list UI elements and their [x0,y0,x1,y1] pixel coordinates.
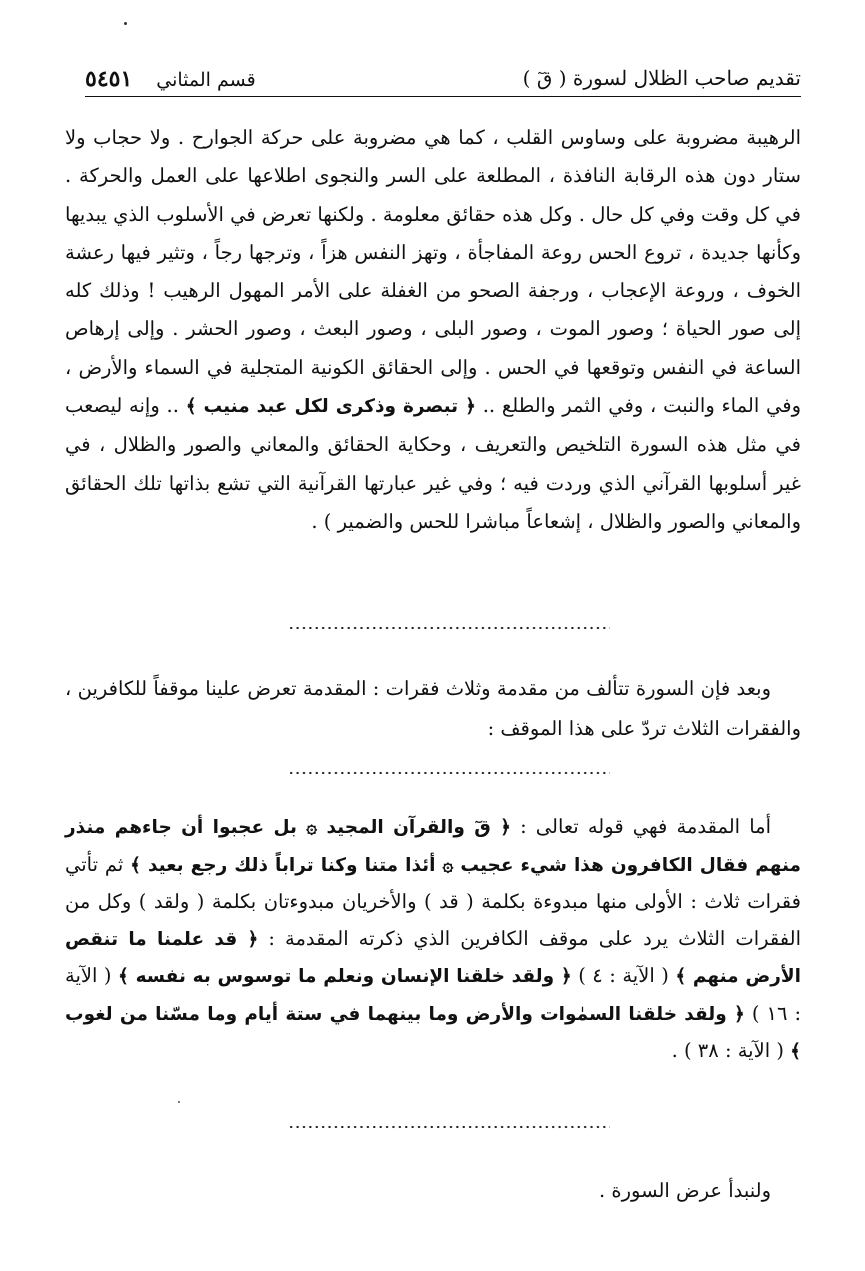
paragraph-1-text: الرهيبة مضروبة على وساوس القلب ، كما هي مضروبة على حركة الجوارح . ولا حجاب ولا ستار دون هذه الرقابة النافذة ، المطلعة على السر والنجوى اطلاعها على العمل والحركة . في كل وقت وفي كل حال . وكل هذه حقائق معلومة . ولكنها تعرض في الأسلوب الذي يبديها وكأنها جديدة ، تروع الحس روعة المفاجأة ، وتهز النفس هزاً ، وترجها رجاً ، وتثير فيها رعشة الخوف ، وروعة الإعجاب ، ورجفة الصحو من الغفلة على الأمر المهول الرهيب ! وذلك كله إلى صور الحياة ؛ وصور الموت ، وصور البلى ، وصور البعث ، وصور الحشر . وإلى إرهاص الساعة في النفس وتوقعها في الحس . وإلى الحقائق الكونية المتجلية في السماء والأرض ، وفي الماء والنبت ، وفي الثمر والطلع .. [65,126,802,418]
quran-quote: ﴿ قد علمنا ما تنقص الأرض منهم ﴾ [65,928,802,987]
running-header [85,60,801,97]
paragraph-3-text: ثم تأتي فقرات ثلاث : الأولى منها مبدوءة بكلمة ( قد ) والأخريان مبدوءتان بكلمة ( ولقد ) وكل من الفقرات الثلاث يرد على موقف الكافرين الذي ذكرته المقدمة : [65,852,801,950]
page-speck [124,22,127,25]
paragraph-2: وبعد فإن السورة تتألف من مقدمة وثلاث فقرات : المقدمة تعرض علينا موقفاً للكافرين ، والفقرات الثلاث تردّ على هذا الموقف : [65,677,801,740]
quran-quote: ﴿ تبصرة وذكرى لكل عبد منيب ﴾ [185,396,476,418]
paragraph-4: ولنبدأ عرض السورة . [598,1179,771,1202]
dotted-separator [288,771,610,775]
header-section: قسم المثاني [156,69,256,91]
quran-quote: ﴿ ولقد خلقنا السمٰوات والأرض وما بينهما في ستة أيام وما مسّنا من لغوب ﴾ [65,1003,801,1062]
paragraph-3 [65,809,801,1071]
verse-reference: ( الآية : ٤ ) [578,964,669,987]
quran-quote: ﴿ قٓ والقرآن المجيد ۞ بل عجبوا أن جاءهم منذر منهم فقال الكافرون هذا شيء عجيب ۞ أئذا متنا وكنا تراباً ذلك رجع بعيد ﴾ [65,817,801,876]
dotted-separator [288,626,610,630]
paragraph-3-intro: أما المقدمة فهي قوله تعالى : [520,815,772,838]
verse-reference: ( الآية : ٣٨ ) . [671,1039,784,1062]
header-title: تقديم صاحب الظلال لسورة ( قٓ ) [522,66,801,90]
page-speck [178,1101,180,1103]
paragraph-1 [65,119,801,541]
dotted-separator [288,1125,610,1129]
paragraph-1-text-cont: .. وإنه ليصعب في مثل هذه السورة التلخيص والتعريف ، وحكاية الحقائق والمعاني والصور والظلال ، في غير أسلوبها القرآني الذي وردت فيه ؛ وفي غير عبارتها القرآنية التي تشع بذاتها تلك الحقائق والمعاني والصور والظلال ، إشعاعاً مباشرا للحس والضمير ) . [65,394,801,533]
quran-quote: ﴿ ولقد خلقنا الإنسان ونعلم ما توسوس به نفسه ﴾ [118,966,572,987]
verse-reference: ( الآية : ١٦ ) [65,964,802,1025]
page-number: ٥٤٥١ [85,66,133,92]
header-left [85,66,256,92]
